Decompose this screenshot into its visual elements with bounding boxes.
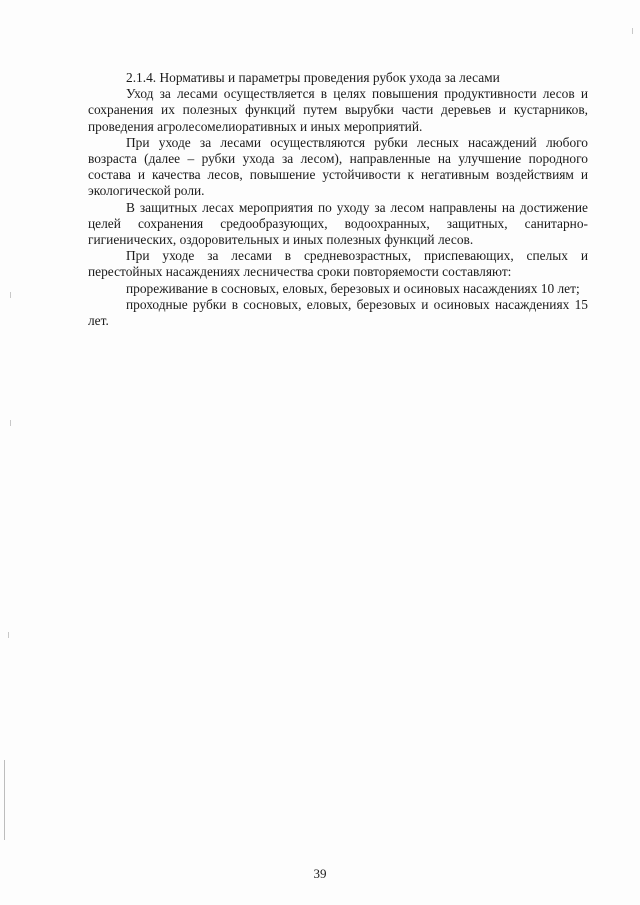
scan-speck [632, 28, 633, 34]
paragraph-1: Уход за лесами осуществляется в целях повышения продуктивности лесов и сохранения их полезных функций путем вырубки части деревьев и кустарников, проведения агролесомелиоративных и иных мероприятий. [88, 86, 588, 134]
paragraph-4: При уходе за лесами в средневозрастных, приспевающих, спелых и перестойных насаждениях лесничества сроки повторяемости составляют: [88, 248, 588, 280]
paragraph-6: проходные рубки в сосновых, еловых, березовых и осиновых насаждениях 15 лет. [88, 296, 588, 329]
text-body [88, 70, 588, 329]
scan-speck [8, 632, 9, 638]
paragraph-2: При уходе за лесами осуществляются рубки лесных насаждений любого возраста (далее – рубки ухода за лесом), направленные на улучшение породного состава и качества лесов, повышение устойчивости к негативным воздействиям и экологической роли. [88, 134, 588, 199]
page-number: 39 [313, 866, 327, 881]
scan-speck [10, 420, 11, 426]
scan-edge-line [4, 760, 5, 840]
scan-speck [10, 292, 11, 298]
section-heading: 2.1.4. Нормативы и параметры проведения рубок ухода за лесами [126, 70, 500, 85]
paragraph-5: прореживание в сосновых, еловых, березовых и осиновых насаждениях 10 лет; [126, 280, 580, 296]
paragraph-3: В защитных лесах мероприятия по уходу за лесом направлены на достижение целей сохранения средообразующих, водоохранных, защитных, санитарно-гигиенических, оздоровительных и иных полезных функций лесов. [88, 199, 588, 248]
